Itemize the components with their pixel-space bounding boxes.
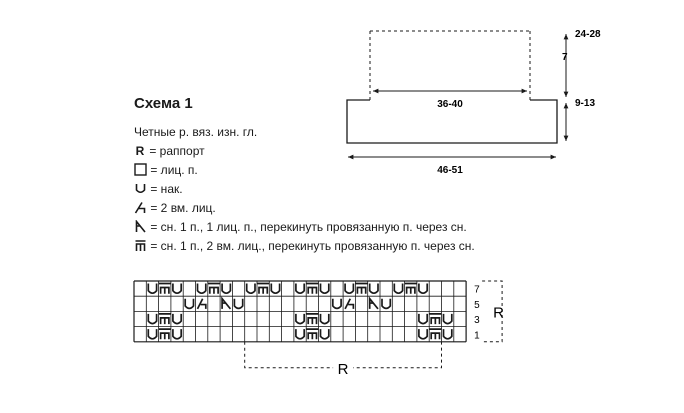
yarn-over-symbol xyxy=(173,329,181,339)
ssk2-symbol xyxy=(257,284,269,294)
yarn-over-symbol xyxy=(345,284,353,294)
chart-row-label: 1 xyxy=(474,330,480,342)
repeat-label-right: R xyxy=(493,304,504,322)
ssk2-symbol xyxy=(405,284,417,294)
dim-top-height-label: 24-28 xyxy=(575,29,601,40)
yarn-over-icon xyxy=(134,182,147,195)
yarn-over-symbol xyxy=(234,299,242,309)
pattern-piece xyxy=(347,29,601,176)
yarn-over-symbol xyxy=(419,284,427,294)
yarn-over-symbol xyxy=(173,284,181,294)
ssk2-symbol xyxy=(429,329,441,339)
dim-bottom-height-label: 9-13 xyxy=(575,98,596,109)
yarn-over-symbol xyxy=(173,314,181,324)
yarn-over-symbol xyxy=(148,329,156,339)
yarn-over-symbol xyxy=(148,314,156,324)
ssk2-symbol xyxy=(306,284,318,294)
legend-text-ssk2: = сн. 1 п., 2 вм. лиц., перекинуть провязанную п. через сн. xyxy=(150,239,475,253)
slip-knit-pass-icon xyxy=(134,220,147,233)
yarn-over-symbol xyxy=(333,299,341,309)
legend-yarnover xyxy=(134,182,183,196)
ssk2-symbol xyxy=(355,284,367,294)
yarn-over-symbol xyxy=(198,284,206,294)
chart-row-label: 3 xyxy=(474,315,480,327)
yarn-over-symbol xyxy=(296,314,304,324)
legend-text-ssk1: = сн. 1 п., 1 лиц. п., перекинуть провязанную п. через сн. xyxy=(150,220,467,234)
ssk1-symbol xyxy=(370,299,378,309)
empty-square-icon xyxy=(134,163,147,176)
ssk2-symbol xyxy=(306,314,318,324)
legend-knit xyxy=(134,163,198,177)
yarn-over-symbol xyxy=(148,284,156,294)
yarn-over-symbol xyxy=(444,314,452,324)
k2tog-symbol xyxy=(198,299,206,309)
schema-title: Схема 1 xyxy=(134,95,193,112)
yarn-over-symbol xyxy=(370,284,378,294)
yarn-over-symbol xyxy=(185,299,193,309)
ssk2-symbol xyxy=(159,314,171,324)
yarn-over-symbol xyxy=(394,284,402,294)
ssk2-symbol xyxy=(159,284,171,294)
legend-text-repeat: = раппорт xyxy=(149,144,205,158)
yarn-over-symbol xyxy=(247,284,255,294)
legend-k2tog xyxy=(134,201,216,215)
yarn-over-symbol xyxy=(321,329,329,339)
slip-k2tog-pass-icon xyxy=(134,239,147,252)
ssk2-symbol xyxy=(159,329,171,339)
chart-row-label: 5 xyxy=(474,299,480,311)
yarn-over-symbol xyxy=(296,284,304,294)
yarn-over-symbol xyxy=(271,284,279,294)
legend-text-k2tog: = 2 вм. лиц. xyxy=(150,201,216,215)
legend-ssk2 xyxy=(134,239,475,253)
stitch-chart xyxy=(134,281,504,378)
repeat-label-bottom: R xyxy=(337,360,349,378)
yarn-over-symbol xyxy=(321,314,329,324)
chart-row-label: 7 xyxy=(474,284,480,296)
ssk2-symbol xyxy=(429,314,441,324)
yarn-over-symbol xyxy=(321,284,329,294)
repeat-symbol: R xyxy=(135,144,145,158)
yarn-over-symbol xyxy=(296,329,304,339)
legend-plain xyxy=(134,125,257,139)
legend-text-plain: Четные р. вяз. изн. гл. xyxy=(134,125,258,139)
legend-text-knit: = лиц. п. xyxy=(150,163,198,177)
k2tog-icon xyxy=(134,201,147,214)
legend-ssk1 xyxy=(134,220,467,234)
dim-bottom-width-label: 46-51 xyxy=(437,165,463,176)
dim-side-mark: 7 xyxy=(562,52,568,63)
legend-text-yarnover: = нак. xyxy=(150,182,183,196)
yarn-over-symbol xyxy=(382,299,390,309)
yarn-over-symbol xyxy=(444,329,452,339)
legend-repeat xyxy=(134,144,205,158)
ssk1-symbol xyxy=(222,299,230,309)
yarn-over-symbol xyxy=(419,314,427,324)
yarn-over-symbol xyxy=(222,284,230,294)
ssk2-symbol xyxy=(306,329,318,339)
k2tog-symbol xyxy=(345,299,353,309)
yarn-over-symbol xyxy=(419,329,427,339)
ssk2-symbol xyxy=(208,284,220,294)
dim-inner-width-label: 36-40 xyxy=(437,99,463,110)
